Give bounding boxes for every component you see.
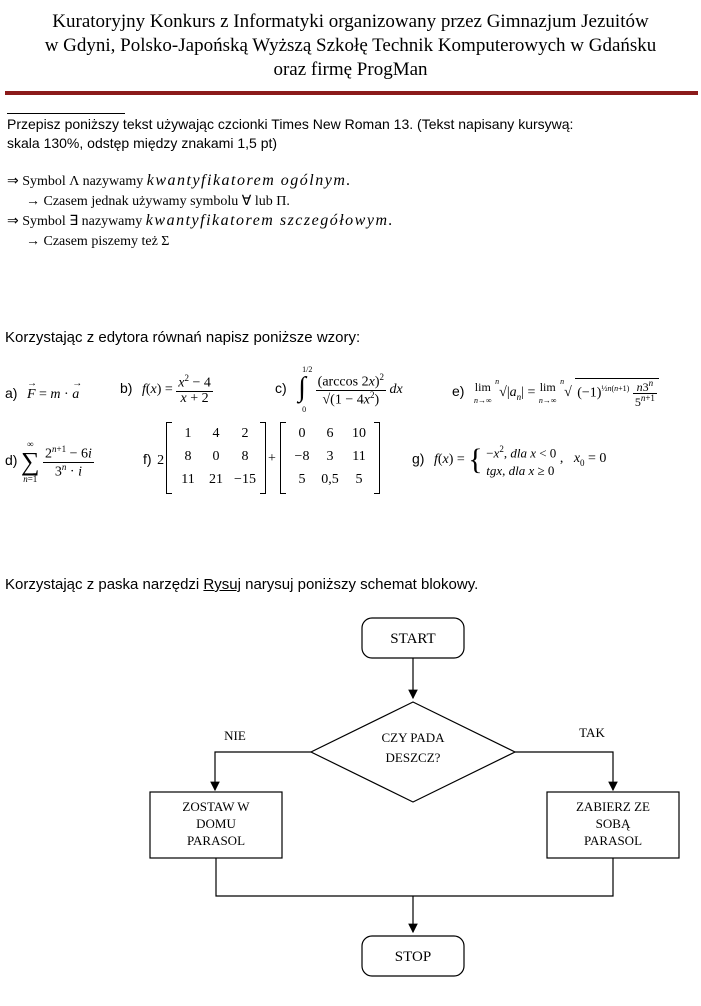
- task1-line-1-italic: kwantyfikatorem ogólnym.: [146, 172, 352, 189]
- header-line-1: Kuratoryjny Konkurs z Informatyki organizowany przez Gimnazjum Jezuitów: [52, 11, 649, 32]
- yes-label: TAK: [579, 725, 605, 740]
- matrix-b-table: 0 6 10 −8 3 11 5 0,5 5: [294, 425, 366, 487]
- right-box-line-3: PARASOL: [583, 833, 643, 848]
- task1-instruction-line-2: skala 130%, odstęp między znakami 1,5 pt): [7, 135, 278, 151]
- arrow-yes-branch: [515, 752, 613, 790]
- implies-arrow: ⇒: [7, 214, 19, 229]
- formula-c: c) 1/2 ∫ 0 $\frac{(\arccos 2x)^2}{√(1 - 4x^2)}$ dx: [275, 365, 403, 414]
- header-divider: [5, 91, 698, 95]
- document-header: [0, 10, 701, 82]
- left-box-line-3: PARASOL: [186, 833, 246, 848]
- matrix-b: [280, 422, 380, 494]
- formula-g: g) f(x) = { $-x^2$, dla x < 0 tgx, dla x ≥ 0 , $x_0 = 0$: [412, 443, 607, 479]
- task1-line-2-text: Czasem jednak używamy symbolu ∀ lub Π.: [43, 194, 290, 209]
- formula-c-label: c): [275, 380, 287, 397]
- matrix-a-table: 1 4 2 8 0 8 11 21 −15: [181, 425, 256, 487]
- task1-line-2: [26, 193, 290, 210]
- formula-b: b) f(x) = $\frac{x^2 - 4}{x + 2}$: [120, 373, 211, 406]
- right-arrow: →: [26, 194, 40, 209]
- formula-e: e) lim n→∞ $^n√|a_n| = \lim$ n→∞ $^n$√ $(-1)^{\frac{1}{2}n(n+1)}$ $\frac{n3^n}{5^{n+1}}$: [452, 378, 659, 408]
- task1-line-3-italic: kwantyfikatorem szczegółowym.: [145, 212, 394, 229]
- left-box-line-1: ZOSTAW W: [182, 799, 250, 814]
- stop-label: STOP: [394, 949, 432, 965]
- right-box-line-2: SOBĄ: [595, 816, 631, 831]
- header-line-3: oraz firmę ProgMan: [273, 59, 428, 80]
- task1-line-1-text: Symbol Λ nazywamy: [22, 174, 144, 189]
- rysuj-link: Rysuj: [203, 576, 241, 593]
- right-arrow: →: [26, 234, 40, 249]
- formula-a-label: a): [5, 385, 18, 401]
- start-label: START: [390, 631, 436, 647]
- arrow-no-branch: [215, 752, 311, 790]
- matrix-a: [166, 422, 266, 494]
- right-box-line-1: ZABIERZ ZE: [575, 799, 651, 814]
- task1-line-3: [7, 212, 394, 230]
- task1-underline: [7, 113, 125, 114]
- formula-f-label: f): [143, 451, 152, 467]
- no-label: NIE: [224, 728, 246, 743]
- task2-instruction: Korzystając z edytora równań napisz poniższe wzory:: [5, 329, 361, 346]
- task1-line-4-text: Czasem piszemy też Σ: [43, 234, 170, 249]
- formula-e-label: e): [452, 383, 465, 400]
- decision-label-line-1: CZY PADA: [381, 730, 445, 745]
- implies-arrow: ⇒: [7, 174, 19, 189]
- task1-instruction: [7, 115, 695, 153]
- formula-a: a) F → = m · a →: [5, 378, 83, 402]
- formula-f-label-wrap: [143, 452, 164, 468]
- left-box-line-2: DOMU: [196, 816, 236, 831]
- task1-instruction-line-1: Przepisz poniższy tekst używając czcionki Times New Roman 13. (Tekst napisany kursywą:: [7, 116, 574, 132]
- merge-line: [216, 858, 613, 896]
- plus-sign: +: [268, 451, 276, 466]
- formula-d-label: d): [5, 452, 18, 469]
- matrix-scalar: 2: [157, 453, 165, 468]
- task1-line-4: [26, 234, 169, 250]
- task1-line-3-text: Symbol ∃ nazywamy: [22, 214, 143, 229]
- header-line-2: w Gdyni, Polsko-Japońską Wyższą Szkołę Technik Komputerowych w Gdańsku: [44, 35, 657, 56]
- task3-instruction: Korzystając z paska narzędzi Rysuj narysuj poniższy schemat blokowy.: [5, 576, 479, 593]
- formula-g-label: g): [412, 450, 425, 467]
- formula-d: d) ∞ ∑ n=1 $\frac{2^{n+1} - 6i}{3^n \cdot i}$: [5, 439, 92, 484]
- flowchart: [0, 610, 701, 1006]
- decision-label-line-2: DESZCZ?: [385, 750, 441, 765]
- formula-b-label: b): [120, 380, 133, 397]
- task1-line-1: [7, 172, 352, 190]
